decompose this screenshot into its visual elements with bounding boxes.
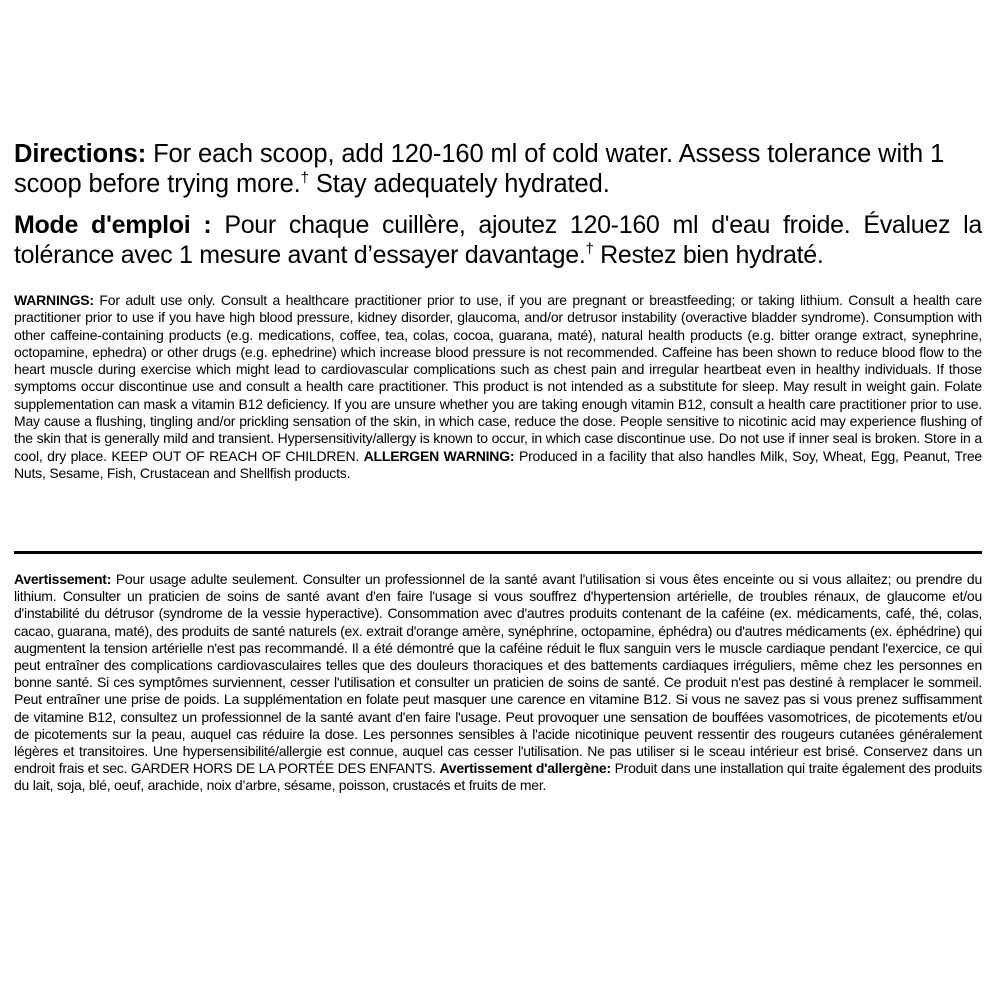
section-divider — [14, 551, 982, 554]
mode-emploi-paragraph — [14, 210, 982, 270]
avertissement-text: Pour usage adulte seulement. Consulter un professionnel de la santé avant l'utilisation si vous êtes enceinte ou si vous allaitez; ou prendre du lithium. Consulter un praticien de soins de santé avant d'en faire l'usage si vous souffrez d'hypertension artérielle, de troubles rénaux, de glaucome et/ou d'instabilité du détrusor (syndrome de la vessie hyperactive). Consommation avec d'autres produits contenant de la caféine (ex. médicaments, café, thé, colas, cacao, guarana, maté), des produits de santé naturels (ex. extrait d'orange amère, synéphrine, octopamine, éphédra) ou d'autres médicaments (ex. éphédrine) qui augmentent la tension artérielle n'est pas recommandé. Il a été démontré que la caféine réduit le flux sanguin vers le muscle cardiaque pendant l'exercice, ce qui peut entraîner des complications cardiovasculaires telles que des douleurs thoraciques et des battements cardiaques irréguliers, même chez les personnes en bonne santé. Si ces symptômes surviennent, cesser l'utilisation et consulter un praticien de soins de santé. Ce produit n'est pas destiné à remplacer le sommeil. Peut entraîner une prise de poids. La supplémentation en folate peut masquer une carence en vitamine B12. Si vous ne savez pas si vous prenez suffisamment de vitamine B12, consultez un professionnel de la santé avant d'en faire l'usage. Peut provoquer une sensation de bouffées vasomotrices, de picotements et/ou de picotements sur la peau, auquel cas réduire la dose. Les personnes sensibles à l'acide nicotinique peuvent ressentir des rougeurs cutanées généralement légères et transitoires. Une hypersensibilité/allergie est connue, auquel cas cesser l'utilisation. Ne pas utiliser si le sceau intérieur est brisé. Conservez dans un endroit frais et sec. GARDER HORS DE LA PORTÉE DES ENFANTS. — [14, 571, 982, 777]
warnings-heading: WARNINGS: — [14, 292, 94, 308]
warnings-text: For adult use only. Consult a healthcare practitioner prior to use, if you are pregnant or breastfeeding; or taking lithium. Consult a health care practitioner prior to use if you have high blood pressure, kidney disorder, glaucoma, and/or detrusor instability (overactive bladder syndrome). Consumption with other caffeine-containing products (e.g. medications, coffee, tea, colas, cocoa, guarana, maté), natural health products (e.g. bitter orange extract, synephrine, octopamine, ephedra) or other drugs (e.g. ephedrine) which increase blood pressure is not recommended. Caffeine has been shown to reduce blood flow to the heart muscle during exercise which might lead to cardiovascular complications such as chest pain and irregular heartbeat even in healthy individuals. If those symptoms occur discontinue use and consult a health care practitioner. This product is not intended as a substitute for sleep. May result in weight gain. Folate supplementation can mask a vitamin B12 deficiency. If you are unsure whether you are taking enough vitamin B12, consult a health care practitioner prior to use. May cause a flushing, tingling and/or prickling sensation of the skin, in which case, reduce the dose. People sensitive to nicotinic acid may experience flushing of the skin that is generally mild and transient. Hypersensitivity/allergy is known to occur, in which case discontinue use. Do not use if inner seal is broken. Store in a cool, dry place. KEEP OUT OF REACH OF CHILDREN. — [14, 292, 982, 464]
avertissement-heading: Avertissement: — [14, 571, 112, 587]
avertissement-allergene-text: Produit dans une installation qui traite également des produits du lait, soja, blé, oeuf, arachide, noix d’arbre, sésame, poisson, crustacés et fruits de mer. — [14, 760, 982, 794]
directions-heading: Directions: — [14, 140, 147, 168]
directions-dagger: † — [300, 169, 309, 187]
allergen-warning-text: Produced in a facility that also handles Milk, Soy, Wheat, Egg, Peanut, Tree Nuts, Sesame, Fish, Crustacean and Shellfish products. — [14, 447, 982, 481]
directions-text: For each scoop, add 120-160 ml of cold water. Assess tolerance with 1 scoop before trying more. — [14, 140, 945, 198]
allergen-warning-heading: ALLERGEN WARNING: — [363, 447, 515, 464]
directions-text-end: Stay adequately hydrated. — [308, 170, 610, 198]
mode-emploi-text: Pour chaque cuillère, ajoutez 120-160 ml d'eau froide. Évaluez la tolérance avec 1 mesure avant d’essayer davantage. — [14, 211, 982, 269]
directions-paragraph — [14, 139, 982, 199]
mode-emploi-text-end: Restez bien hydraté. — [593, 241, 824, 269]
mode-emploi-heading: Mode d'emploi : — [14, 211, 212, 239]
avertissement-allergene-heading: Avertissement d'allergène: — [439, 760, 611, 777]
mode-emploi-dagger: † — [585, 240, 594, 258]
avertissement-paragraph — [14, 571, 982, 795]
warnings-paragraph — [14, 292, 982, 482]
